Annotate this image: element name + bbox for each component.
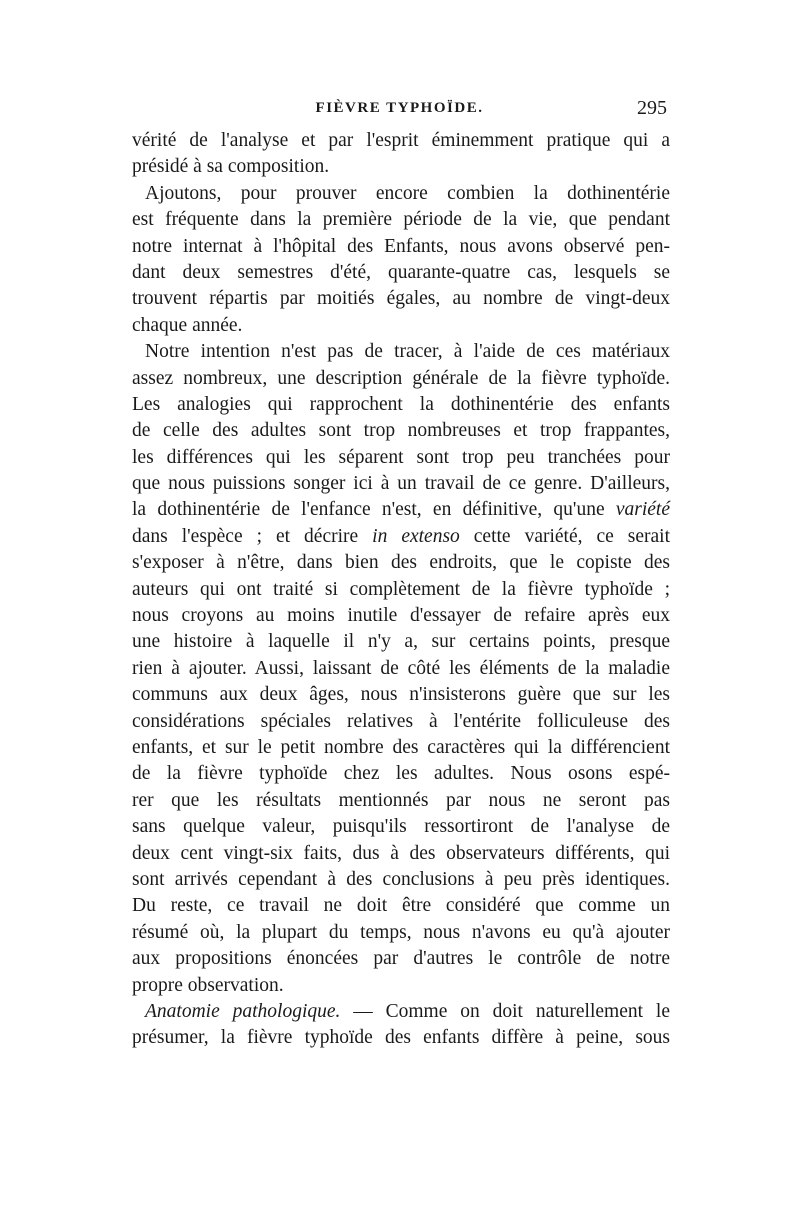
text-span: de celle des adultes sont trop nombreuses et trop frappantes, bbox=[132, 420, 670, 442]
text-span: Notre intention n'est pas de tracer, à l'aide de ces matériaux bbox=[145, 341, 670, 363]
text-span: résumé où, la plupart du temps, nous n'avons eu qu'à ajouter bbox=[132, 921, 670, 943]
text-span: communs aux deux âges, nous n'insisterons guère que sur les bbox=[132, 684, 670, 706]
text-span: enfants, et sur le petit nombre des caractères qui la différencient bbox=[132, 736, 670, 758]
text-line bbox=[132, 313, 670, 339]
italic-text: in extenso bbox=[372, 525, 460, 547]
text-span: chaque année. bbox=[132, 314, 243, 336]
text-line bbox=[132, 682, 670, 708]
text-span: trouvent répartis par moitiés égales, au nombre de vingt-deux bbox=[132, 288, 670, 310]
text-line bbox=[132, 1025, 670, 1051]
text-line bbox=[132, 260, 670, 286]
italic-text: variété bbox=[615, 499, 670, 521]
text-line bbox=[132, 128, 670, 154]
text-span: sont arrivés cependant à des conclusions à peu près identiques. bbox=[132, 868, 670, 890]
text-span: est fréquente dans la première période de la vie, que pendant bbox=[132, 209, 670, 231]
text-span: présumer, la fièvre typhoïde des enfants diffère à peine, sous bbox=[132, 1027, 670, 1049]
text-line bbox=[132, 497, 670, 523]
text-line bbox=[132, 735, 670, 761]
text-line bbox=[132, 234, 670, 260]
text-line bbox=[132, 471, 670, 497]
text-line bbox=[132, 999, 670, 1025]
page-number: 295 bbox=[637, 97, 667, 119]
text-span: la dothinentérie de l'enfance n'est, en définitive, qu'une bbox=[132, 499, 605, 521]
text-line bbox=[132, 656, 670, 682]
text-line bbox=[132, 603, 670, 629]
text-span: — Comme on doit naturellement le bbox=[353, 1000, 670, 1022]
text-span: Les analogies qui rapprochent la dothinentérie des enfants bbox=[132, 393, 670, 415]
text-line bbox=[132, 207, 670, 233]
text-line bbox=[132, 524, 670, 550]
text-span: vérité de l'analyse et par l'esprit éminemment pratique qui a bbox=[132, 130, 670, 151]
text-span: une histoire à laquelle il n'y a, sur certains points, presque bbox=[132, 631, 670, 653]
text-span: dant deux semestres d'été, quarante-quatre cas, lesquels se bbox=[132, 261, 670, 283]
text-line bbox=[132, 893, 670, 919]
text-span: Ajoutons, pour prouver encore combien la dothinentérie bbox=[145, 182, 670, 204]
text-line bbox=[132, 418, 670, 444]
text-span: assez nombreux, une description générale de la fièvre typhoïde. bbox=[132, 367, 670, 389]
running-head bbox=[132, 97, 667, 124]
text-line bbox=[132, 709, 670, 735]
text-span: s'exposer à n'être, dans bien des endroits, que le copiste des bbox=[132, 552, 670, 574]
text-line bbox=[132, 629, 670, 655]
text-span: que nous puissions songer ici à un travail de ce genre. D'ailleurs, bbox=[132, 473, 670, 495]
text-span: rer que les résultats mentionnés par nous ne seront pas bbox=[132, 789, 670, 811]
body-text bbox=[132, 128, 670, 1052]
text-span: sans quelque valeur, puisqu'ils ressortiront de l'analyse de bbox=[132, 816, 670, 838]
text-span: Du reste, ce travail ne doit être considéré que comme un bbox=[132, 895, 670, 917]
text-line bbox=[132, 154, 670, 180]
text-span: auteurs qui ont traité si complètement de la fièvre typhoïde ; bbox=[132, 578, 670, 600]
text-line bbox=[132, 814, 670, 840]
text-line bbox=[132, 920, 670, 946]
text-span: aux propositions énoncées par d'autres le contrôle de notre bbox=[132, 948, 670, 970]
text-span: les différences qui les séparent sont trop peu tranchées pour bbox=[132, 446, 670, 468]
text-span: rien à ajouter. Aussi, laissant de côté les éléments de la maladie bbox=[132, 657, 670, 679]
text-line bbox=[132, 788, 670, 814]
text-line bbox=[132, 339, 670, 365]
text-line bbox=[132, 946, 670, 972]
text-span: de la fièvre typhoïde chez les adultes. Nous osons espé- bbox=[132, 763, 670, 785]
text-span: nous croyons au moins inutile d'essayer de refaire après eux bbox=[132, 605, 670, 627]
text-line bbox=[132, 445, 670, 471]
text-line bbox=[132, 366, 670, 392]
text-line bbox=[132, 392, 670, 418]
text-span: notre internat à l'hôpital des Enfants, nous avons observé pen- bbox=[132, 235, 670, 257]
text-line bbox=[132, 973, 670, 999]
text-line bbox=[132, 286, 670, 312]
italic-text: Anatomie pathologique. bbox=[145, 1000, 341, 1022]
text-line bbox=[132, 841, 670, 867]
text-line bbox=[132, 181, 670, 207]
text-span: présidé à sa composition. bbox=[132, 156, 330, 178]
text-line bbox=[132, 867, 670, 893]
text-line bbox=[132, 761, 670, 787]
text-line bbox=[132, 577, 670, 603]
text-span: cette variété, ce serait bbox=[473, 525, 670, 547]
text-span: deux cent vingt-six faits, dus à des observateurs différents, qui bbox=[132, 842, 670, 864]
text-span: propre observation. bbox=[132, 974, 284, 996]
text-line bbox=[132, 550, 670, 576]
running-title: FIÈVRE TYPHOÏDE. bbox=[315, 100, 484, 116]
text-span: dans l'espèce ; et décrire bbox=[132, 525, 359, 547]
text-span: considérations spéciales relatives à l'entérite folliculeuse des bbox=[132, 710, 670, 732]
